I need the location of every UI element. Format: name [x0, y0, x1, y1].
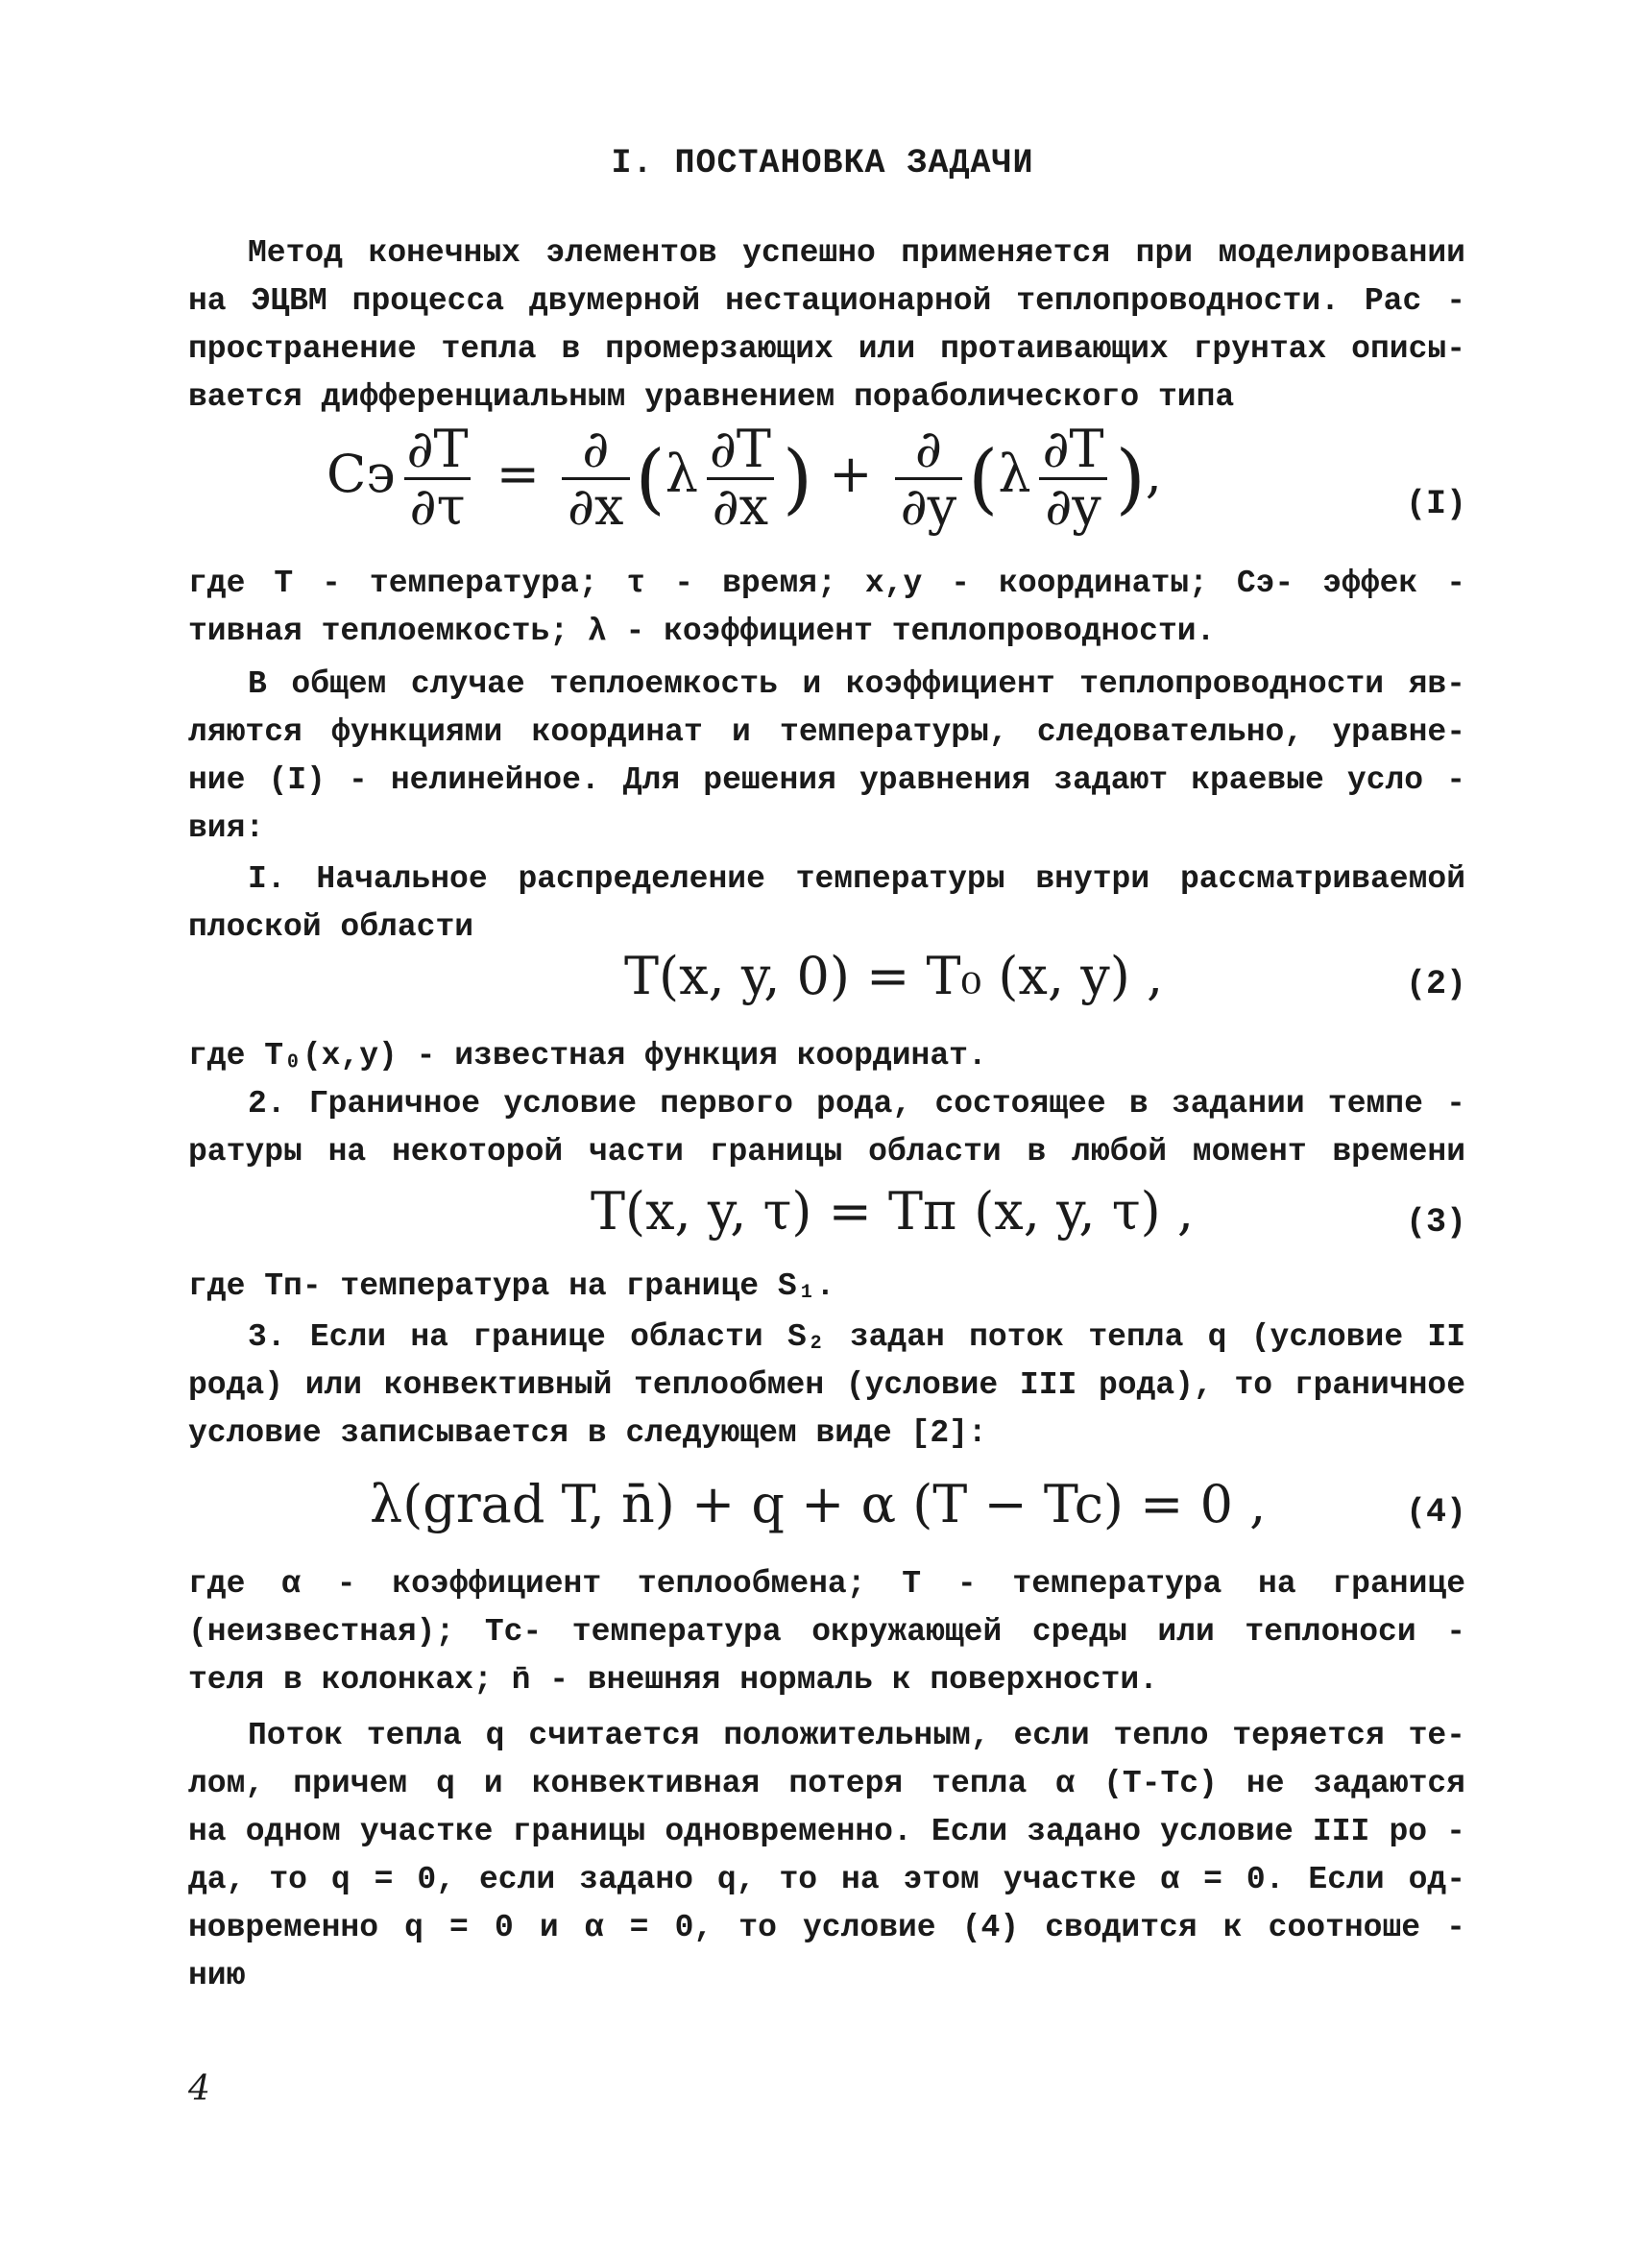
equation-4: λ(grad T, n̄) + q + α (T − Tc) = 0 ,	[370, 1474, 1267, 1534]
paragraph-line: нию	[188, 1958, 246, 1993]
eq1-dTdx: $\frac{\partial T}{\partial x}$	[704, 422, 777, 534]
paragraph-line: рода) или конвективный теплообмен (условие III рода), то граничное	[188, 1367, 1465, 1403]
paragraph-line: Метод конечных элементов успешно применяется при моделировании	[248, 235, 1465, 271]
paragraph-line: где Тп- температура на границе S₁.	[188, 1268, 835, 1304]
equation-number-3: (3)	[1405, 1203, 1466, 1242]
paragraph-line: условие записывается в следующем виде [2]:	[188, 1415, 987, 1451]
paragraph-line: на одном участке границы одновременно. Если задано условие III ро -	[188, 1814, 1465, 1849]
paragraph-line: тивная теплоемкость; λ - коэффициент теплопроводности.	[188, 614, 1216, 649]
paragraph-line: теля в колонках; n̄ - внешняя нормаль к поверхности.	[188, 1662, 1158, 1698]
paragraph-line: да, то q = 0, если задано q, то на этом участке α = 0. Если од-	[188, 1862, 1465, 1897]
eq1-plus: +	[829, 444, 873, 505]
equation-number-1: (I)	[1405, 485, 1466, 523]
paragraph-line: В общем случае теплоемкость и коэффициент теплопроводности яв-	[248, 666, 1465, 702]
equation-1: Cэ $\frac{\partial T}{\partial\tau}$ = $\frac{\partial}{\partial x}$ (λ $\frac{\partial T}{\partial x}$ ) + $\frac{\partial}{\partial y}$ (λ $\frac{\partial T}{\partial y}$ ),	[327, 419, 1162, 537]
paragraph-line: где Т - температура; τ - время; x,y - координаты; Сэ- эффек -	[188, 566, 1465, 601]
paragraph-line: на ЭЦВМ процесса двумерной нестационарной теплопроводности. Рас -	[188, 283, 1465, 319]
eq1-dTdy: $\frac{\partial T}{\partial y}$	[1037, 422, 1110, 534]
equation-2: T(x, y, 0) = T₀ (x, y) ,	[624, 946, 1164, 1006]
paragraph-line: новременно q = 0 и α = 0, то условие (4) сводится к соотноше -	[188, 1910, 1465, 1945]
page-number: 4	[188, 2069, 210, 2109]
paragraph-line: (неизвестная); Тс- температура окружающей среды или теплоноси -	[188, 1614, 1465, 1650]
paragraph-line: ратуры на некоторой части границы области в любой момент времени	[188, 1134, 1465, 1170]
paragraph-line: Поток тепла q считается положительным, если тепло теряется те-	[248, 1718, 1465, 1753]
paragraph-line: ние (I) - нелинейное. Для решения уравнения задают краевые усло -	[188, 762, 1465, 798]
equation-number-2: (2)	[1405, 965, 1466, 1003]
paragraph-line: вается дифференциальным уравнением пораболического типа	[188, 379, 1235, 415]
eq1-dy-operator: $\frac{\partial}{\partial y}$	[895, 422, 962, 534]
paragraph-line: где α - коэффициент теплообмена; Т - температура на границе	[188, 1566, 1465, 1602]
paragraph-line: 3. Если на границе области S₂ задан поток тепла q (условие II	[248, 1319, 1465, 1355]
paragraph-line: где Т₀(x,y) - известная функция координат.	[188, 1038, 987, 1074]
paragraph-line: 2. Граничное условие первого рода, состоящее в задании темпе -	[248, 1086, 1465, 1122]
eq1-equals: =	[496, 444, 540, 505]
eq1-time-derivative: $\frac{\partial T}{\partial\tau}$	[401, 422, 474, 534]
eq1-coefficient: Cэ	[327, 444, 396, 505]
paragraph-line: I. Начальное распределение температуры внутри рассматриваемой	[248, 861, 1465, 897]
equation-number-4: (4)	[1405, 1493, 1466, 1532]
paragraph-line: пространение тепла в промерзающих или протаивающих грунтах описы-	[188, 331, 1465, 367]
section-title: I. ПОСТАНОВКА ЗАДАЧИ	[611, 144, 1034, 182]
paragraph-line: вия:	[188, 810, 265, 846]
paragraph-line: ляются функциями координат и температуры, следовательно, уравне-	[188, 714, 1465, 750]
eq1-dx-operator: $\frac{\partial}{\partial x}$	[562, 422, 629, 534]
paragraph-line: лом, причем q и конвективная потеря тепла α (Т-Тс) не задаются	[188, 1766, 1465, 1801]
equation-3: T(x, y, τ) = Tп (x, y, τ) ,	[591, 1181, 1195, 1242]
paragraph-line: плоской области	[188, 909, 474, 945]
